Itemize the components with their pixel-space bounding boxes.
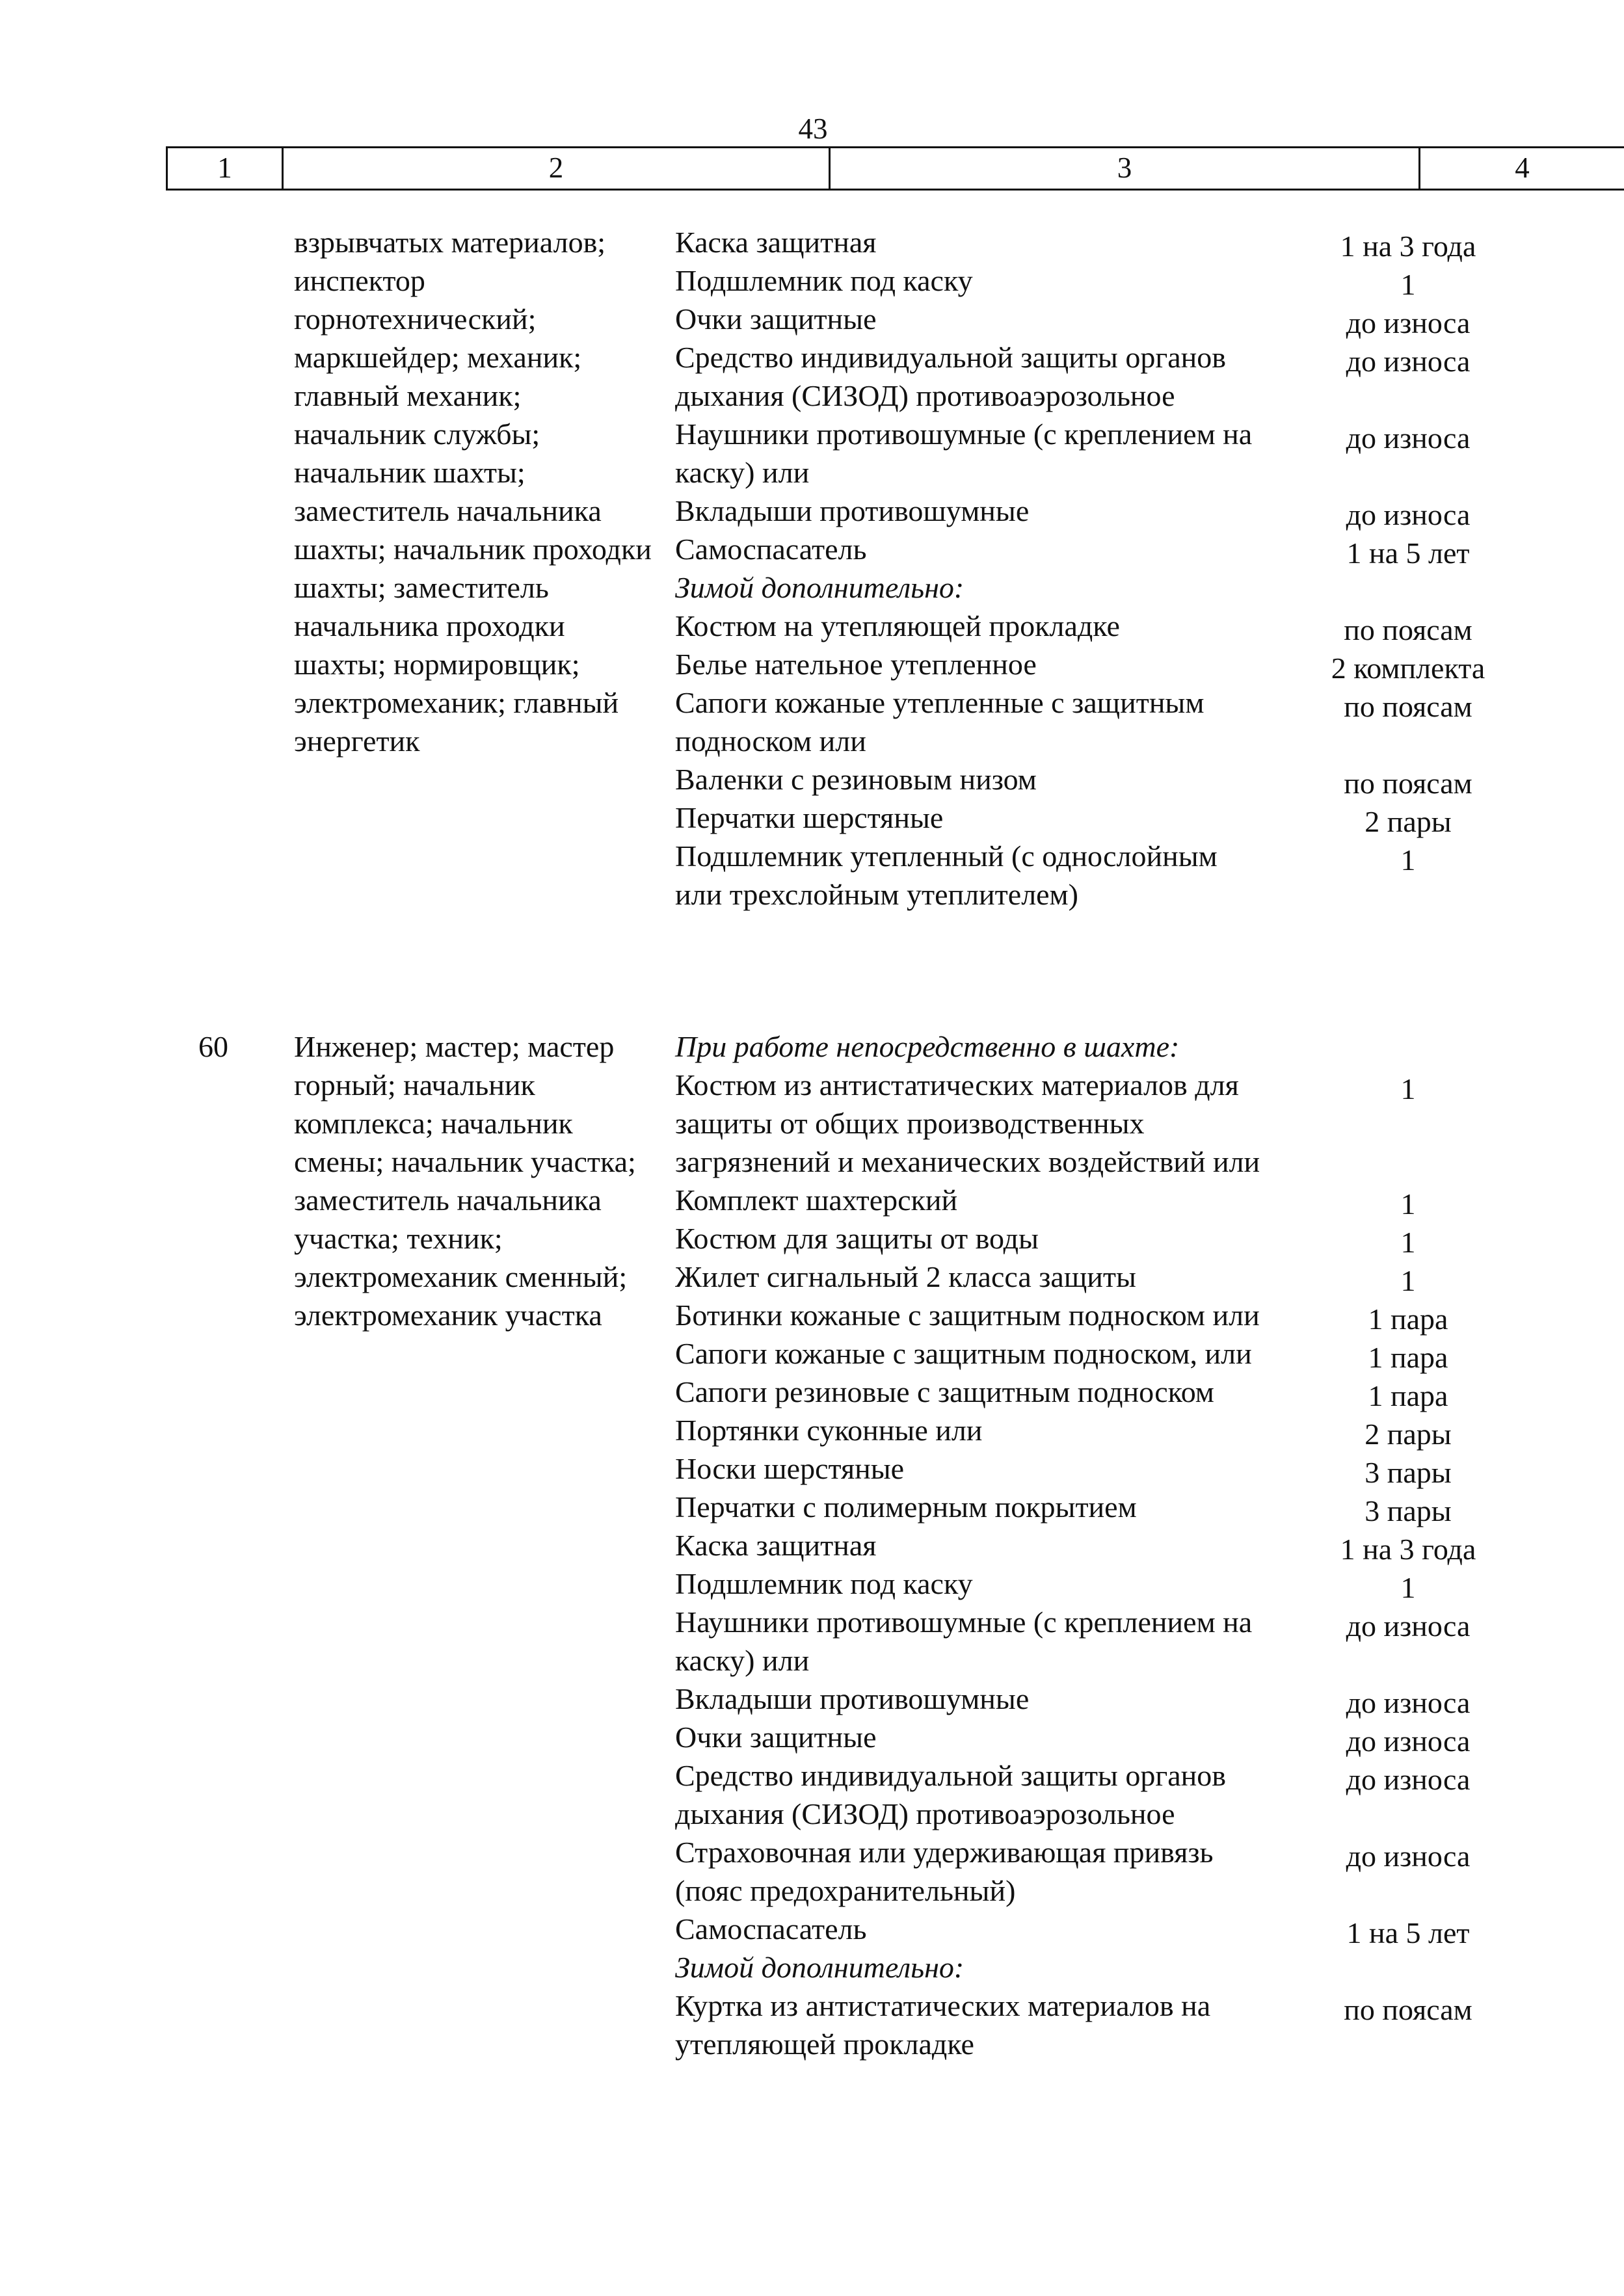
table-row <box>0 1181 1624 1219</box>
item-norm: 1 пара <box>1368 1341 1448 1374</box>
table-row <box>0 1948 1624 1986</box>
item-name: Подшлемник под каску <box>675 1567 973 1600</box>
table-row <box>0 1373 1624 1411</box>
section-b-number: 60 <box>198 1030 228 1063</box>
table-row <box>0 1027 1624 1066</box>
item-name: Наушники противошумные (с креплением на каску) или <box>675 1605 1253 1677</box>
table-row <box>0 1258 1624 1296</box>
item-name: Наушники противошумные (с креплением на каску) или <box>675 417 1253 489</box>
item-name: Сапоги кожаные утепленные с защитным подноском или <box>675 686 1205 758</box>
item-norm: 1 <box>1400 268 1416 301</box>
section-subheading: При работе непосредственно в шахте: <box>675 1030 1180 1063</box>
item-name: Перчатки шерстяные <box>675 801 944 834</box>
item-norm: 1 на 5 лет <box>1346 1916 1470 1949</box>
item-name: Сапоги кожаные с защитным подноском, или <box>675 1337 1252 1370</box>
item-name: Самоспасатель <box>675 1912 867 1946</box>
table-row <box>0 261 1624 300</box>
item-norm: 1 <box>1400 1571 1416 1604</box>
item-norm: 1 на 3 года <box>1340 230 1476 263</box>
table-row <box>0 1488 1624 1526</box>
section-b-items <box>0 1027 1624 2063</box>
item-name: Ботинки кожаные с защитным подноском или <box>675 1299 1260 1332</box>
table-row <box>0 1066 1624 1181</box>
item-name: Подшлемник утепленный (с однослойным или трехслойным утеплителем) <box>675 839 1218 911</box>
table-row <box>0 645 1624 683</box>
header-col-4: 4 <box>1515 152 1530 184</box>
section-subheading: Зимой дополнительно: <box>675 571 965 604</box>
item-norm: 1 <box>1400 1072 1416 1105</box>
item-name: Самоспасатель <box>675 533 867 566</box>
table-header <box>166 146 1624 191</box>
item-norm: до износа <box>1346 1840 1471 1873</box>
header-col-3: 3 <box>1117 152 1132 184</box>
header-col-2: 2 <box>548 152 564 184</box>
table-row <box>0 1411 1624 1449</box>
header-col-1: 1 <box>217 152 232 184</box>
table-row <box>0 338 1624 415</box>
item-name: Каска защитная <box>675 226 877 259</box>
item-name: Перчатки с полимерным покрытием <box>675 1490 1137 1524</box>
item-norm: 2 пары <box>1364 805 1452 838</box>
item-norm: до износа <box>1346 1724 1471 1758</box>
item-norm: 2 пары <box>1364 1418 1452 1451</box>
table-row <box>0 1680 1624 1718</box>
item-norm: до износа <box>1346 345 1471 378</box>
table-row <box>0 1756 1624 1833</box>
item-norm: 1 на 5 лет <box>1346 536 1470 570</box>
table-row <box>0 1449 1624 1488</box>
section-subheading: Зимой дополнительно: <box>675 1951 965 1984</box>
table-row <box>0 530 1624 568</box>
item-name: Средство индивидуальной защиты органов дыхания (СИЗОД) противоаэрозольное <box>675 1759 1226 1830</box>
section-a-items <box>0 223 1624 914</box>
table-row <box>0 760 1624 798</box>
table-row <box>0 837 1624 914</box>
item-name: Носки шерстяные <box>675 1452 905 1485</box>
item-norm: до износа <box>1346 306 1471 339</box>
section-b-positions: Инженер; мастер; мастер горный; начальник комплекса; начальник смены; начальник участка; заместитель начальника участка; техник; электромеханик сменный; электромеханик участка <box>294 1030 636 1332</box>
item-norm: 1 <box>1400 1226 1416 1259</box>
table-row <box>0 1718 1624 1756</box>
table-row <box>0 415 1624 492</box>
page-number: 43 <box>798 112 828 145</box>
item-name: Очки защитные <box>675 1721 877 1754</box>
item-norm: по поясам <box>1344 690 1472 723</box>
table-row <box>0 1526 1624 1564</box>
table-row <box>0 798 1624 837</box>
table-row <box>0 607 1624 645</box>
item-name: Сапоги резиновые с защитным подноском <box>675 1375 1214 1408</box>
item-name: Страховочная или удерживающая привязь (пояс предохранительный) <box>675 1836 1214 1907</box>
table-row <box>0 1296 1624 1334</box>
item-norm: 1 пара <box>1368 1379 1448 1412</box>
item-norm: до износа <box>1346 498 1471 531</box>
item-norm: по поясам <box>1344 1993 1472 2026</box>
item-norm: 1 <box>1400 843 1416 877</box>
table-row <box>0 492 1624 530</box>
item-norm: до износа <box>1346 1609 1471 1643</box>
table-row <box>0 1986 1624 2063</box>
item-norm: до износа <box>1346 1763 1471 1796</box>
item-norm: 1 на 3 года <box>1340 1533 1476 1566</box>
item-name: Костюм на утепляющей прокладке <box>675 609 1120 642</box>
item-norm: 1 <box>1400 1187 1416 1221</box>
item-name: Портянки суконные или <box>675 1414 983 1447</box>
table-row <box>0 1910 1624 1948</box>
item-name: Вкладыши противошумные <box>675 494 1030 527</box>
item-name: Костюм из антистатических материалов для защиты от общих производственных загрязнений и механических воздействий или <box>675 1068 1260 1178</box>
item-name: Костюм для защиты от воды <box>675 1222 1039 1255</box>
table-row <box>0 223 1624 261</box>
item-norm: по поясам <box>1344 767 1472 800</box>
item-name: Вкладыши противошумные <box>675 1682 1030 1715</box>
table-row <box>0 683 1624 760</box>
item-norm: до износа <box>1346 1686 1471 1719</box>
table-row <box>0 568 1624 607</box>
table-row <box>0 1334 1624 1373</box>
table-row <box>0 300 1624 338</box>
item-name: Каска защитная <box>675 1529 877 1562</box>
item-norm: 1 пара <box>1368 1302 1448 1336</box>
item-norm: 3 пары <box>1364 1494 1452 1527</box>
section-a-positions: взрывчатых материалов; инспектор горнотехнический; маркшейдер; механик; главный механик; начальник службы; начальник шахты; заместитель начальника шахты; начальник проходки шахты; заместитель начальника проходки шахты; нормировщик; электромеханик; главный энергетик <box>294 226 652 758</box>
item-name: Подшлемник под каску <box>675 264 973 297</box>
table-row <box>0 1219 1624 1258</box>
table-row <box>0 1603 1624 1680</box>
item-norm: 2 комплекта <box>1331 652 1485 685</box>
table-row <box>0 1833 1624 1910</box>
item-norm: по поясам <box>1344 613 1472 646</box>
item-name: Куртка из антистатических материалов на утепляющей прокладке <box>675 1989 1211 2061</box>
item-name: Белье нательное утепленное <box>675 648 1037 681</box>
item-norm: 1 <box>1400 1264 1416 1297</box>
item-norm: 3 пары <box>1364 1456 1452 1489</box>
item-name: Жилет сигнальный 2 класса защиты <box>675 1260 1136 1293</box>
item-name: Комплект шахтерский <box>675 1183 958 1217</box>
item-norm: до износа <box>1346 421 1471 455</box>
item-name: Валенки с резиновым низом <box>675 763 1037 796</box>
table-row <box>0 1564 1624 1603</box>
item-name: Средство индивидуальной защиты органов дыхания (СИЗОД) противоаэрозольное <box>675 341 1226 412</box>
item-name: Очки защитные <box>675 302 877 336</box>
